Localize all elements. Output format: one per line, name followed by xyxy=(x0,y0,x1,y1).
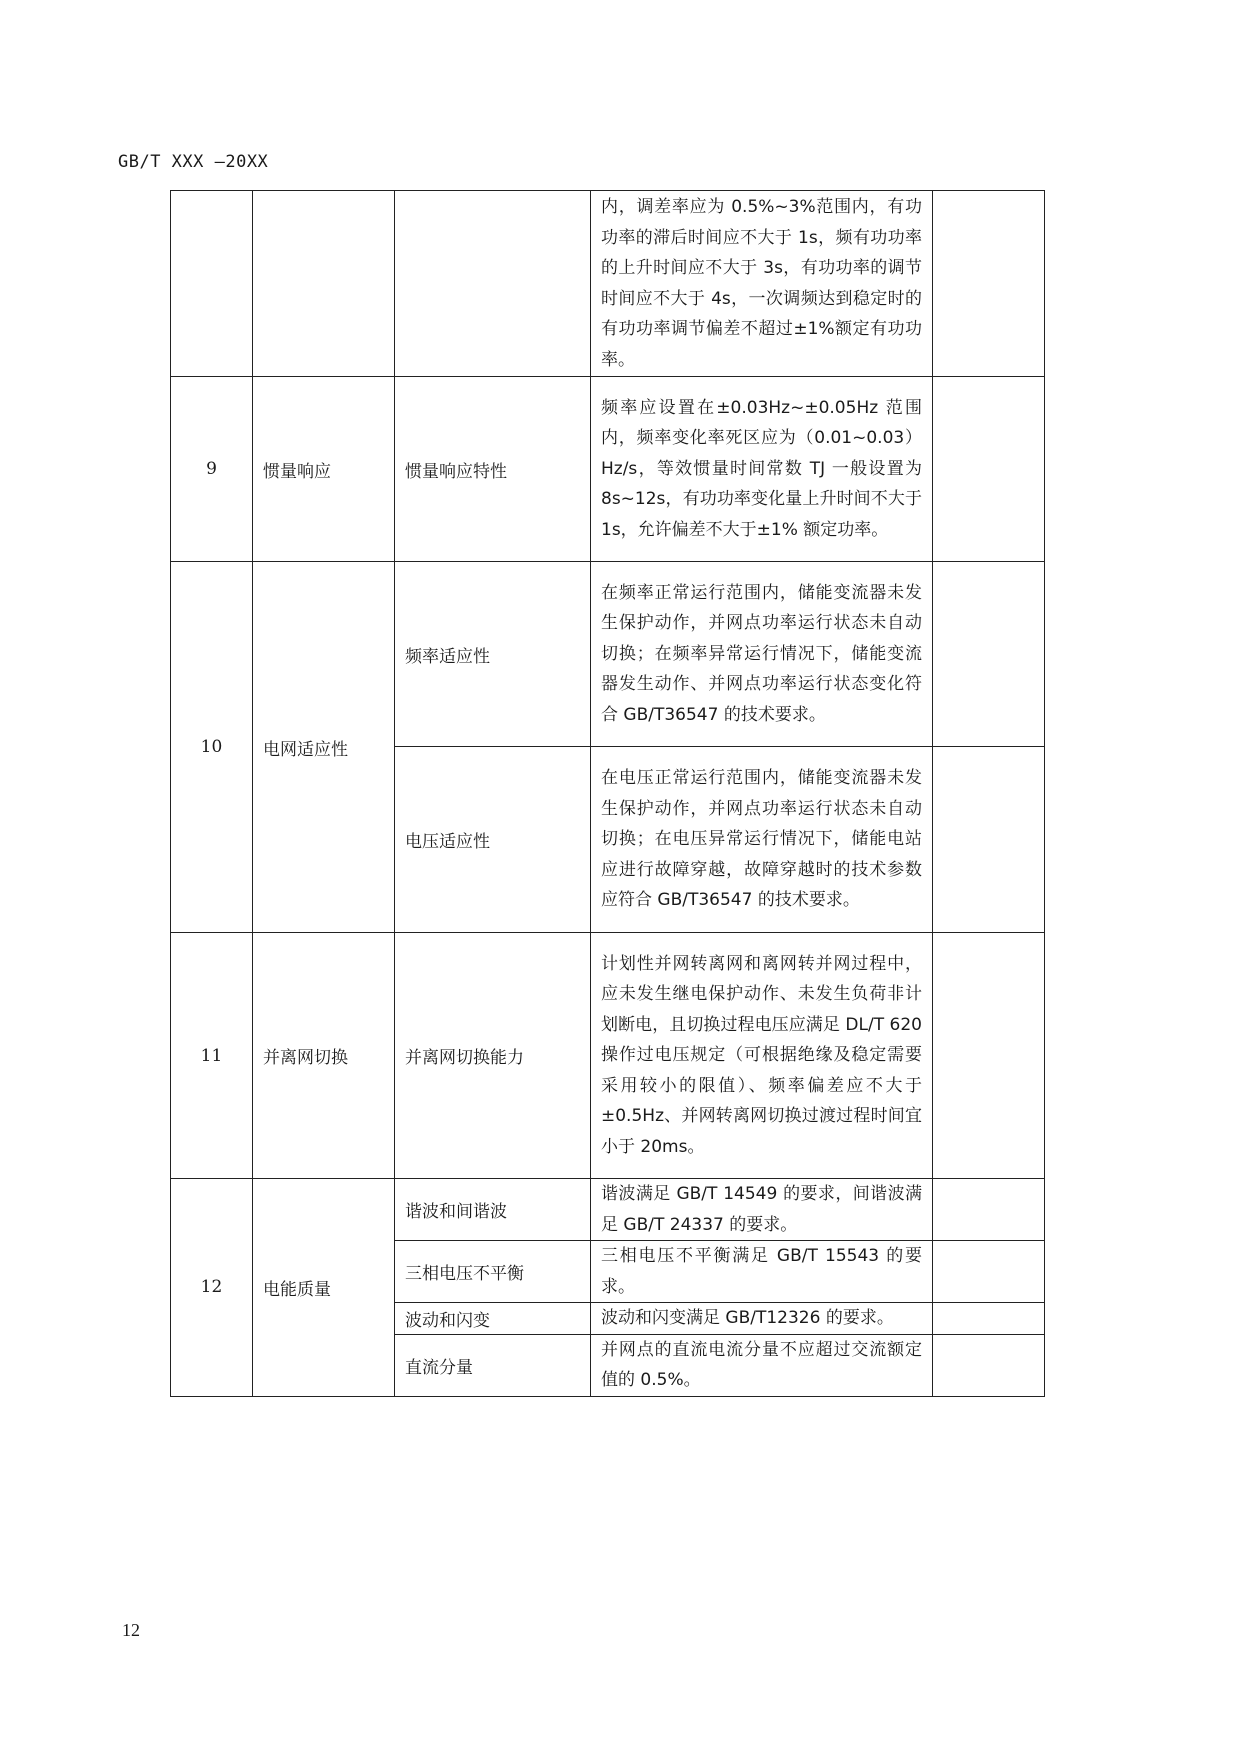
test-item-cell: 电网适应性 xyxy=(253,562,395,933)
result-cell xyxy=(933,1241,1045,1303)
table-row xyxy=(171,562,1045,747)
row-number-cell: 11 xyxy=(171,933,253,1179)
test-content-cell: 并离网切换能力 xyxy=(395,933,591,1179)
table-row xyxy=(171,1179,1045,1241)
test-item-cell: 并离网切换 xyxy=(253,933,395,1179)
row-number-cell: 12 xyxy=(171,1179,253,1397)
row-number-cell: 10 xyxy=(171,562,253,933)
result-cell xyxy=(933,377,1045,562)
requirements-table xyxy=(170,190,1045,1397)
result-cell xyxy=(933,562,1045,747)
table-row xyxy=(171,377,1045,562)
test-content-cell xyxy=(395,191,591,377)
row-number-cell: 9 xyxy=(171,377,253,562)
result-cell xyxy=(933,191,1045,377)
result-cell xyxy=(933,1334,1045,1396)
page-number: 12 xyxy=(122,1620,140,1640)
requirement-cell: 在频率正常运行范围内，储能变流器未发生保护动作，并网点功率运行状态未自动切换；在频率异常运行情况下，储能变流器发生动作、并网点功率运行状态变化符合 GB/T36547 的技术要求。 xyxy=(591,562,933,747)
test-content-cell: 直流分量 xyxy=(395,1334,591,1396)
requirement-cell: 三相电压不平衡满足 GB/T 15543 的要求。 xyxy=(591,1241,933,1303)
requirement-cell: 并网点的直流电流分量不应超过交流额定值的 0.5%。 xyxy=(591,1334,933,1396)
test-content-cell: 惯量响应特性 xyxy=(395,377,591,562)
table-row xyxy=(171,933,1045,1179)
test-item-cell: 电能质量 xyxy=(253,1179,395,1397)
test-content-cell: 波动和闪变 xyxy=(395,1303,591,1335)
test-content-cell: 谐波和间谐波 xyxy=(395,1179,591,1241)
result-cell xyxy=(933,747,1045,933)
result-cell xyxy=(933,1303,1045,1335)
requirement-cell: 波动和闪变满足 GB/T12326 的要求。 xyxy=(591,1303,933,1335)
requirement-cell: 计划性并网转离网和离网转并网过程中，应未发生继电保护动作、未发生负荷非计划断电，且切换过程电压应满足 DL/T 620 操作过电压规定（可根据绝缘及稳定需要采用较小的限值）、频率偏差应不大于±0.5Hz、并网转离网切换过渡过程时间宜小于 20ms。 xyxy=(591,933,933,1179)
standard-code-header: GB/T XXX —20XX xyxy=(118,152,269,172)
requirement-cell: 内，调差率应为 0.5%~3%范围内，有功功率的滞后时间应不大于 1s，频有功功率的上升时间应不大于 3s，有功功率的调节时间应不大于 4s，一次调频达到稳定时的有功功率调节偏差不超过±1%额定有功功率。 xyxy=(591,191,933,377)
test-item-cell: 惯量响应 xyxy=(253,377,395,562)
requirement-cell: 在电压正常运行范围内，储能变流器未发生保护动作，并网点功率运行状态未自动切换；在电压异常运行情况下，储能电站应进行故障穿越，故障穿越时的技术参数应符合 GB/T36547 的技术要求。 xyxy=(591,747,933,933)
test-content-cell: 频率适应性 xyxy=(395,562,591,747)
table-row xyxy=(171,191,1045,377)
requirement-cell: 频率应设置在±0.03Hz~±0.05Hz 范围内，频率变化率死区应为（0.01~0.03）Hz/s，等效惯量时间常数 TJ 一般设置为 8s~12s，有功功率变化量上升时间不大于 1s，允许偏差不大于±1% 额定功率。 xyxy=(591,377,933,562)
requirement-cell: 谐波满足 GB/T 14549 的要求，间谐波满足 GB/T 24337 的要求。 xyxy=(591,1179,933,1241)
test-content-cell: 电压适应性 xyxy=(395,747,591,933)
row-number-cell xyxy=(171,191,253,377)
result-cell xyxy=(933,933,1045,1179)
test-content-cell: 三相电压不平衡 xyxy=(395,1241,591,1303)
test-item-cell xyxy=(253,191,395,377)
result-cell xyxy=(933,1179,1045,1241)
